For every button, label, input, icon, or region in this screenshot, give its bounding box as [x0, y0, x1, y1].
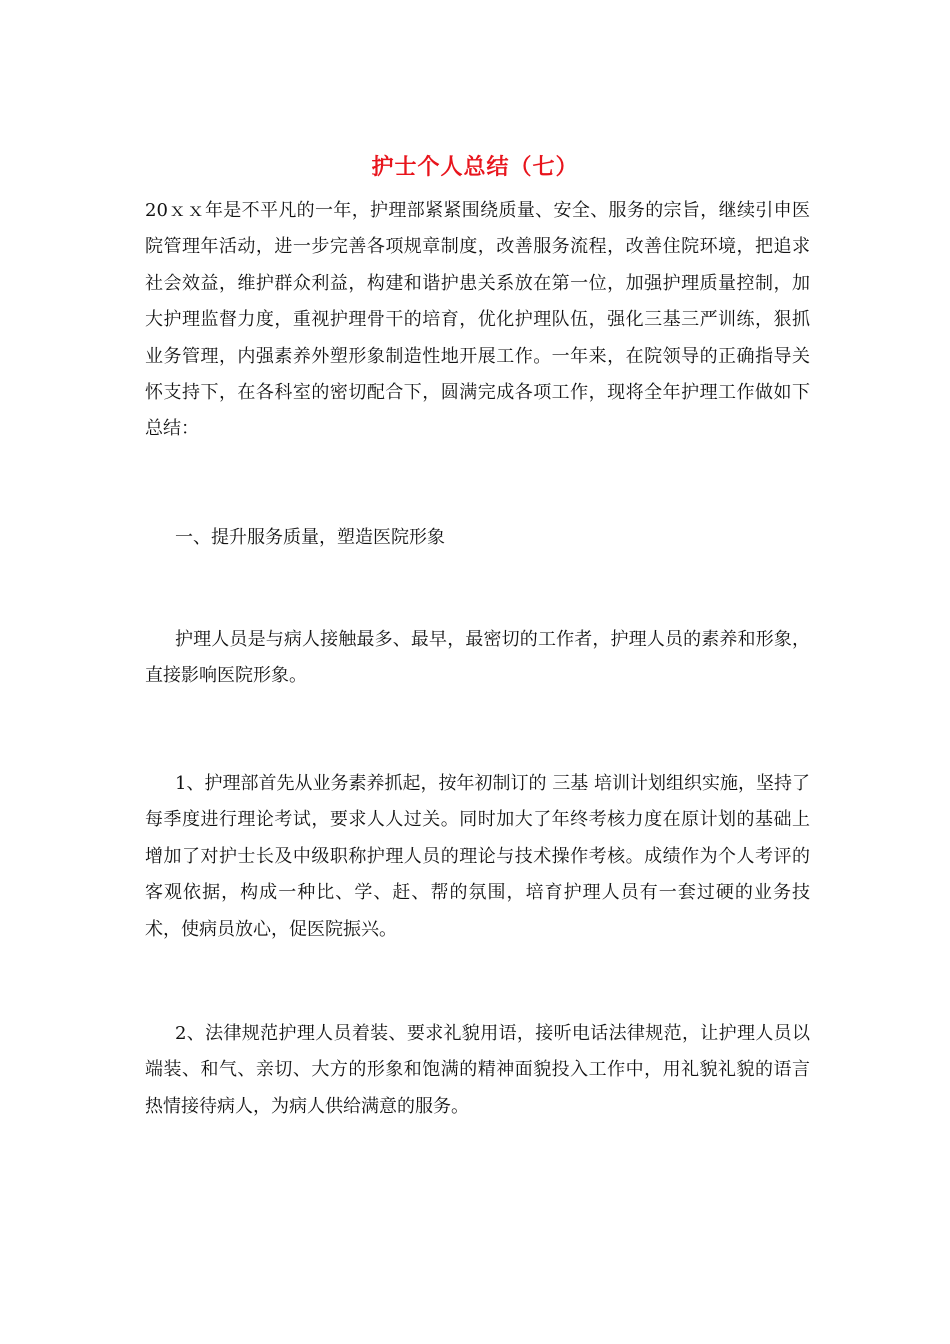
- body-paragraph: 护理人员是与病人接触最多、最早，最密切的工作者，护理人员的素养和形象，直接影响医院形象。: [145, 629, 810, 687]
- document-title: 护士个人总结（七）: [371, 154, 579, 180]
- body-paragraph: 1、护理部首先从业务素养抓起，按年初制订的 三基 培训计划组织实施，坚持了每季度进行理论考试，要求人人过关。同时加大了年终考核力度在原计划的基础上增加了对护士长及中级职称护理人员的理论与技术操作考核。成绩作为个人考评的客观依据，构成一种比、学、赶、帮的氛围，培育护理人员有一套过硬的业务技术，使病员放心，促医院振兴。: [145, 773, 810, 940]
- section-heading: 一、提升服务质量，塑造医院形象: [175, 527, 445, 548]
- intro-paragraph: 20ｘｘ年是不平凡的一年，护理部紧紧围绕质量、安全、服务的宗旨，继续引申医院管理年活动，进一步完善各项规章制度，改善服务流程，改善住院环境，把追求社会效益，维护群众利益，构建和谐护患关系放在第一位，加强护理质量控制，加大护理监督力度，重视护理骨干的培育，优化护理队伍，强化三基三严训练，狠抓业务管理，内强素养外塑形象制造性地开展工作。一年来，在院领导的正确指导关怀支持下，在各科室的密切配合下，圆满完成各项工作，现将全年护理工作做如下总结：: [145, 200, 810, 440]
- body-paragraph: 2、法律规范护理人员着装、要求礼貌用语，接听电话法律规范，让护理人员以端装、和气、亲切、大方的形象和饱满的精神面貌投入工作中，用礼貌礼貌的语言热情接待病人，为病人供给满意的服务。: [145, 1023, 810, 1117]
